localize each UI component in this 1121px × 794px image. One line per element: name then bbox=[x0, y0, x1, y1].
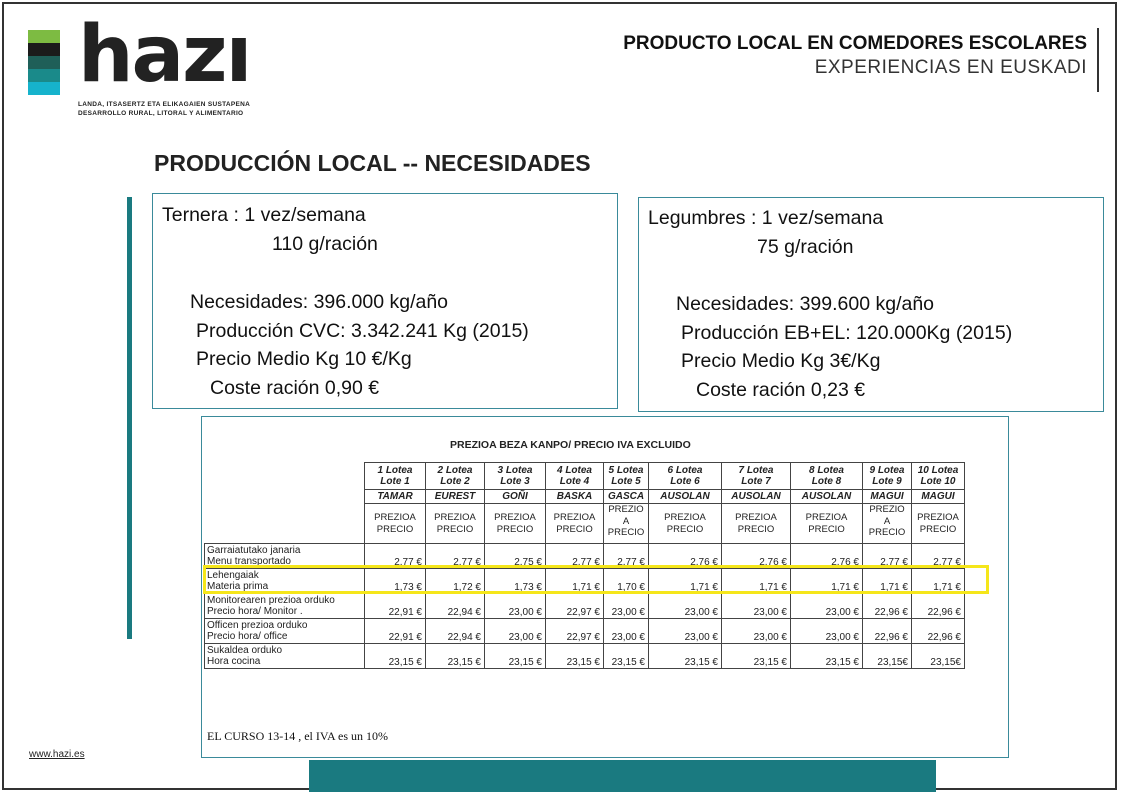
row-label-eu: Garraiatutako janaria bbox=[207, 545, 301, 556]
price-header-word: PREZIOA bbox=[434, 512, 476, 523]
table-row bbox=[205, 594, 965, 619]
legumbres-cost: Coste ración 0,23 € bbox=[696, 379, 866, 401]
supplier-cell: MAGUI bbox=[912, 490, 965, 504]
price-header-cell bbox=[604, 504, 649, 544]
price-cell: 23,00 € bbox=[604, 594, 649, 619]
supplier-cell: AUSOLAN bbox=[722, 490, 791, 504]
price-header-cell bbox=[485, 504, 546, 544]
page-title: PRODUCCIÓN LOCAL -- NECESIDADES bbox=[154, 150, 591, 176]
header-title: PRODUCTO LOCAL EN COMEDORES ESCOLARES bbox=[623, 33, 1087, 54]
price-cell: 23,15 € bbox=[365, 644, 426, 669]
table-row bbox=[205, 644, 965, 669]
table-row bbox=[205, 619, 965, 644]
price-cell: 22,96 € bbox=[912, 594, 965, 619]
price-header-cell bbox=[863, 504, 912, 544]
header-divider bbox=[1097, 28, 1099, 92]
price-cell: 2,76 € bbox=[649, 544, 722, 569]
price-cell: 23,00 € bbox=[791, 594, 863, 619]
legumbres-box bbox=[638, 197, 1104, 412]
price-cell: 23,15 € bbox=[791, 644, 863, 669]
price-cell: 1,73 € bbox=[485, 569, 546, 594]
lote-name-es: Lote 1 bbox=[380, 476, 410, 487]
lote-name-es: Lote 2 bbox=[440, 476, 470, 487]
row-label-es: Precio hora/ Monitor . bbox=[207, 606, 303, 617]
ternera-production: Producción CVC: 3.342.241 Kg (2015) bbox=[196, 320, 529, 342]
price-header-word: PREZIOA bbox=[494, 512, 536, 523]
price-header-word: PREZIOA bbox=[664, 512, 706, 523]
price-header-cell bbox=[649, 504, 722, 544]
price-header-cell bbox=[426, 504, 485, 544]
footer-url-link[interactable]: www.hazi.es bbox=[29, 749, 85, 760]
lote-name-eu: 10 Lotea bbox=[917, 465, 959, 476]
price-header-word: PREZIOA bbox=[553, 512, 596, 523]
lote-name-eu: 1 Lotea bbox=[377, 465, 413, 476]
price-header-cell bbox=[365, 504, 426, 544]
lote-header-cell bbox=[546, 463, 604, 490]
price-cell: 1,71 € bbox=[791, 569, 863, 594]
price-table-caption: PREZIOA BEZA KANPO/ PRECIO IVA EXCLUIDO bbox=[450, 439, 691, 451]
price-cell: 23,15€ bbox=[863, 644, 912, 669]
price-cell: 2,77 € bbox=[863, 544, 912, 569]
lote-name-es: Lote 8 bbox=[811, 476, 842, 487]
row-label-eu: Lehengaiak bbox=[207, 570, 259, 581]
price-cell: 23,15 € bbox=[426, 644, 485, 669]
lote-header-cell bbox=[791, 463, 863, 490]
price-header-word: PREZIOA bbox=[735, 512, 777, 523]
price-header-word: PRECIO bbox=[666, 523, 704, 535]
logo-tagline bbox=[78, 100, 250, 118]
lote-name-es: Lote 10 bbox=[920, 476, 956, 487]
price-header-word: PRECIO bbox=[737, 523, 775, 535]
row-label-es: Materia prima bbox=[207, 581, 269, 592]
price-header-cell bbox=[912, 504, 965, 544]
footer-accent-bar bbox=[309, 760, 936, 792]
price-cell: 23,00 € bbox=[485, 594, 546, 619]
lote-name-es: Lote 5 bbox=[611, 476, 641, 487]
price-cell: 1,71 € bbox=[863, 569, 912, 594]
supplier-cell: TAMAR bbox=[365, 490, 426, 504]
logo-bar bbox=[28, 56, 60, 69]
row-label-eu: Officen prezioa orduko bbox=[207, 620, 308, 631]
legumbres-portion: 75 g/ración bbox=[757, 236, 854, 258]
corner-cell bbox=[205, 463, 365, 490]
price-header-word: A bbox=[622, 515, 630, 527]
price-cell: 1,73 € bbox=[365, 569, 426, 594]
price-cell: 22,96 € bbox=[863, 594, 912, 619]
price-cell: 1,72 € bbox=[426, 569, 485, 594]
logo-bar bbox=[28, 69, 60, 82]
price-cell: 1,71 € bbox=[912, 569, 965, 594]
price-header-word: PRECIO bbox=[556, 523, 593, 535]
logo-bar bbox=[28, 82, 60, 95]
lote-name-eu: 5 Lotea bbox=[608, 465, 644, 476]
price-cell: 23,00 € bbox=[649, 594, 722, 619]
price-header-word: PRECIO bbox=[868, 527, 906, 538]
lote-name-eu: 7 Lotea bbox=[738, 465, 774, 476]
price-cell: 2,77 € bbox=[365, 544, 426, 569]
price-cell: 23,00 € bbox=[485, 619, 546, 644]
price-cell: 1,71 € bbox=[722, 569, 791, 594]
supplier-cell: EUREST bbox=[426, 490, 485, 504]
price-cell: 2,77 € bbox=[546, 544, 604, 569]
logo-wordmark: hazı bbox=[78, 10, 251, 100]
price-cell: 22,96 € bbox=[912, 619, 965, 644]
lote-name-es: Lote 4 bbox=[559, 476, 590, 487]
price-cell: 2,77 € bbox=[604, 544, 649, 569]
accent-bar bbox=[127, 197, 132, 639]
price-header-word: PRECIO bbox=[919, 523, 957, 535]
price-cell: 23,00 € bbox=[604, 619, 649, 644]
row-label bbox=[205, 644, 365, 669]
price-cell: 2,76 € bbox=[722, 544, 791, 569]
lote-name-es: Lote 7 bbox=[741, 476, 771, 487]
price-cell: 1,71 € bbox=[649, 569, 722, 594]
logo-bar bbox=[28, 30, 60, 43]
iva-note: EL CURSO 13-14 , el IVA es un 10% bbox=[207, 729, 388, 743]
materia-prima-highlight bbox=[203, 565, 989, 594]
price-cell: 23,00 € bbox=[791, 619, 863, 644]
price-table-image bbox=[201, 416, 1009, 758]
logo-tagline-line-1: LANDA, ITSASERTZ ETA ELIKAGAIEN SUSTAPENA bbox=[78, 101, 251, 108]
header bbox=[623, 33, 1087, 79]
price-header-word: PRECIO bbox=[496, 523, 534, 535]
lote-header-cell bbox=[365, 463, 426, 490]
row-label-es: Menu transportado bbox=[207, 556, 291, 567]
row-label-eu: Sukaldea orduko bbox=[207, 645, 283, 656]
header-subtitle: EXPERIENCIAS EN EUSKADI bbox=[814, 57, 1087, 78]
ternera-needs: Necesidades: 396.000 kg/año bbox=[190, 291, 449, 313]
legumbres-needs: Necesidades: 399.600 kg/año bbox=[676, 293, 935, 315]
price-cell: 2,77 € bbox=[426, 544, 485, 569]
row-label bbox=[205, 619, 365, 644]
price-header-word: A bbox=[883, 515, 891, 527]
corner-cell bbox=[205, 504, 365, 544]
ternera-avg-price: Precio Medio Kg 10 €/Kg bbox=[196, 348, 412, 370]
price-header-cell bbox=[791, 504, 863, 544]
lote-header-cell bbox=[863, 463, 912, 490]
price-cell: 23,15 € bbox=[649, 644, 722, 669]
lote-header-cell bbox=[604, 463, 649, 490]
lote-name-eu: 9 Lotea bbox=[869, 465, 905, 476]
corner-cell bbox=[205, 490, 365, 504]
lote-name-eu: 6 Lotea bbox=[667, 465, 703, 476]
price-cell: 2,76 € bbox=[791, 544, 863, 569]
row-label-eu: Monitorearen prezioa orduko bbox=[207, 595, 335, 606]
price-cell: 1,70 € bbox=[604, 569, 649, 594]
price-header-word: PREZIO bbox=[608, 504, 644, 515]
price-cell: 23,15 € bbox=[604, 644, 649, 669]
lote-name-eu: 2 Lotea bbox=[437, 465, 473, 476]
supplier-cell: MAGUI bbox=[863, 490, 912, 504]
lote-header-cell bbox=[912, 463, 965, 490]
ternera-portion: 110 g/ración bbox=[272, 233, 378, 255]
lote-name-es: Lote 6 bbox=[670, 476, 700, 487]
price-header-row bbox=[205, 504, 965, 544]
lote-name-eu: 8 Lotea bbox=[808, 465, 844, 476]
legumbres-frequency: Legumbres : 1 vez/semana bbox=[648, 207, 884, 229]
supplier-row bbox=[205, 490, 965, 504]
price-header-word: PRECIO bbox=[376, 523, 414, 535]
price-header-word: PREZIOA bbox=[917, 512, 959, 523]
ternera-box bbox=[152, 193, 618, 409]
price-header-word: PREZIOA bbox=[374, 512, 416, 523]
lote-name-es: Lote 9 bbox=[872, 476, 902, 487]
price-cell: 22,94 € bbox=[426, 619, 485, 644]
price-cell: 23,15 € bbox=[485, 644, 546, 669]
lote-header-row bbox=[205, 463, 965, 490]
lote-header-cell bbox=[426, 463, 485, 490]
lote-header-cell bbox=[722, 463, 791, 490]
price-header-word: PREZIO bbox=[869, 504, 905, 515]
lote-header-cell bbox=[485, 463, 546, 490]
price-cell: 22,91 € bbox=[365, 594, 426, 619]
lote-name-es: Lote 3 bbox=[500, 476, 530, 487]
price-cell: 23,00 € bbox=[649, 619, 722, 644]
ternera-frequency: Ternera : 1 vez/semana bbox=[162, 204, 366, 226]
legumbres-avg-price: Precio Medio Kg 3€/Kg bbox=[681, 350, 881, 372]
price-header-cell bbox=[546, 504, 604, 544]
row-label bbox=[205, 594, 365, 619]
price-cell: 1,71 € bbox=[546, 569, 604, 594]
supplier-cell: GASCA bbox=[604, 490, 649, 504]
price-cell: 22,97 € bbox=[546, 594, 604, 619]
supplier-cell: BASKA bbox=[546, 490, 604, 504]
supplier-cell: GOÑI bbox=[485, 490, 546, 504]
price-cell: 23,15€ bbox=[912, 644, 965, 669]
row-label-es: Precio hora/ office bbox=[207, 631, 288, 642]
price-header-word: PREZIOA bbox=[805, 512, 848, 523]
ternera-cost: Coste ración 0,90 € bbox=[210, 377, 380, 399]
lote-name-eu: 3 Lotea bbox=[497, 465, 533, 476]
price-cell: 23,15 € bbox=[722, 644, 791, 669]
price-cell: 22,96 € bbox=[863, 619, 912, 644]
price-cell: 23,00 € bbox=[722, 619, 791, 644]
legumbres-production: Producción EB+EL: 120.000Kg (2015) bbox=[681, 322, 1013, 344]
price-cell: 2,75 € bbox=[485, 544, 546, 569]
price-cell: 22,94 € bbox=[426, 594, 485, 619]
row-label-es: Hora cocina bbox=[207, 656, 261, 667]
price-header-word: PRECIO bbox=[436, 523, 474, 535]
price-header-cell bbox=[722, 504, 791, 544]
supplier-cell: AUSOLAN bbox=[649, 490, 722, 504]
price-header-word: PRECIO bbox=[808, 523, 845, 535]
supplier-cell: AUSOLAN bbox=[791, 490, 863, 504]
price-cell: 23,00 € bbox=[722, 594, 791, 619]
price-cell: 22,97 € bbox=[546, 619, 604, 644]
price-header-word: PRECIO bbox=[607, 527, 645, 538]
logo-bar bbox=[28, 43, 60, 56]
lote-name-eu: 4 Lotea bbox=[556, 465, 592, 476]
price-cell: 22,91 € bbox=[365, 619, 426, 644]
logo-tagline-line-2: DESARROLLO RURAL, LITORAL Y ALIMENTARIO bbox=[78, 110, 244, 117]
price-cell: 23,15 € bbox=[546, 644, 604, 669]
lote-header-cell bbox=[649, 463, 722, 490]
logo-color-bars bbox=[28, 30, 60, 95]
price-cell: 2,77 € bbox=[912, 544, 965, 569]
